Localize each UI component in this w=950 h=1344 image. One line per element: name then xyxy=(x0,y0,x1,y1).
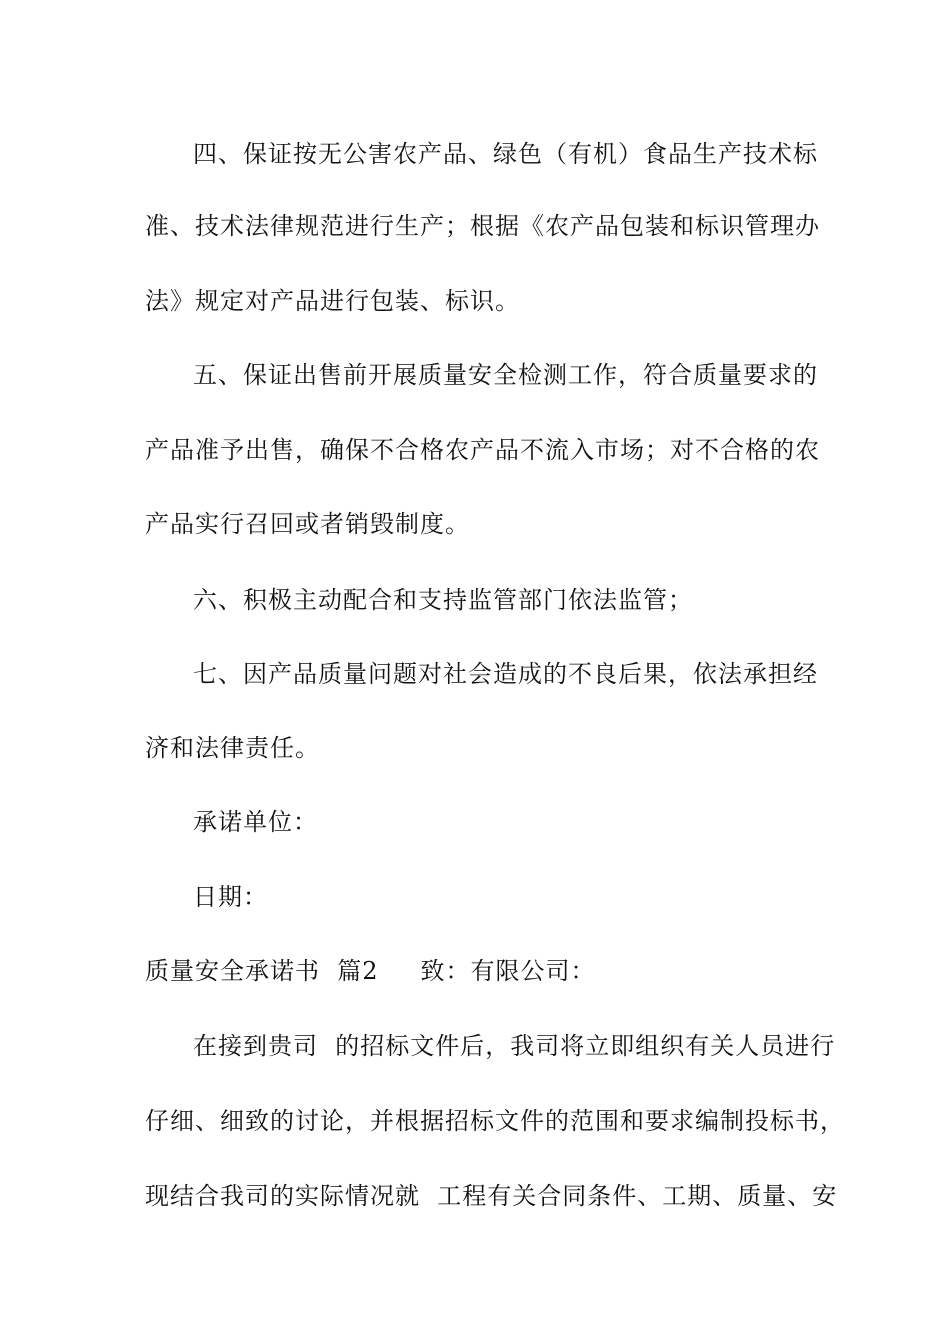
paragraph-line: 准、技术法律规范进行生产；根据《农产品包装和标识管理办 xyxy=(145,212,820,240)
paragraph-line: 七、因产品质量问题对社会造成的不良后果，依法承担经 xyxy=(193,660,818,688)
section-recipient: 致：有限公司： xyxy=(420,957,596,985)
paragraph-line: 法》规定对产品进行包装、标识。 xyxy=(145,287,520,315)
paragraph-line: 济和法律责任。 xyxy=(145,734,320,762)
paragraph-line: 现结合我司的实际情况就 工程有关合同条件、工期、质量、安 xyxy=(145,1182,838,1210)
section-title: 质量安全承诺书 篇2 xyxy=(145,957,379,985)
date-label: 日期： xyxy=(193,883,268,911)
paragraph-line: 产品实行召回或者销毁制度。 xyxy=(145,510,470,538)
paragraph-line: 在接到贵司 的招标文件后，我司将立即组织有关人员进行 xyxy=(193,1032,836,1060)
paragraph-line: 仔细、细致的讨论，并根据招标文件的范围和要求编制投标书， xyxy=(145,1107,845,1135)
paragraph-line: 六、积极主动配合和支持监管部门依法监管； xyxy=(193,586,693,614)
paragraph-line: 产品准予出售，确保不合格农产品不流入市场；对不合格的农 xyxy=(145,436,820,464)
paragraph-line: 四、保证按无公害农产品、绿色（有机）食品生产技术标 xyxy=(193,140,818,168)
paragraph-line: 五、保证出售前开展质量安全检测工作，符合质量要求的 xyxy=(193,361,818,389)
section-heading xyxy=(145,955,596,987)
signature-unit-label: 承诺单位： xyxy=(193,808,318,836)
